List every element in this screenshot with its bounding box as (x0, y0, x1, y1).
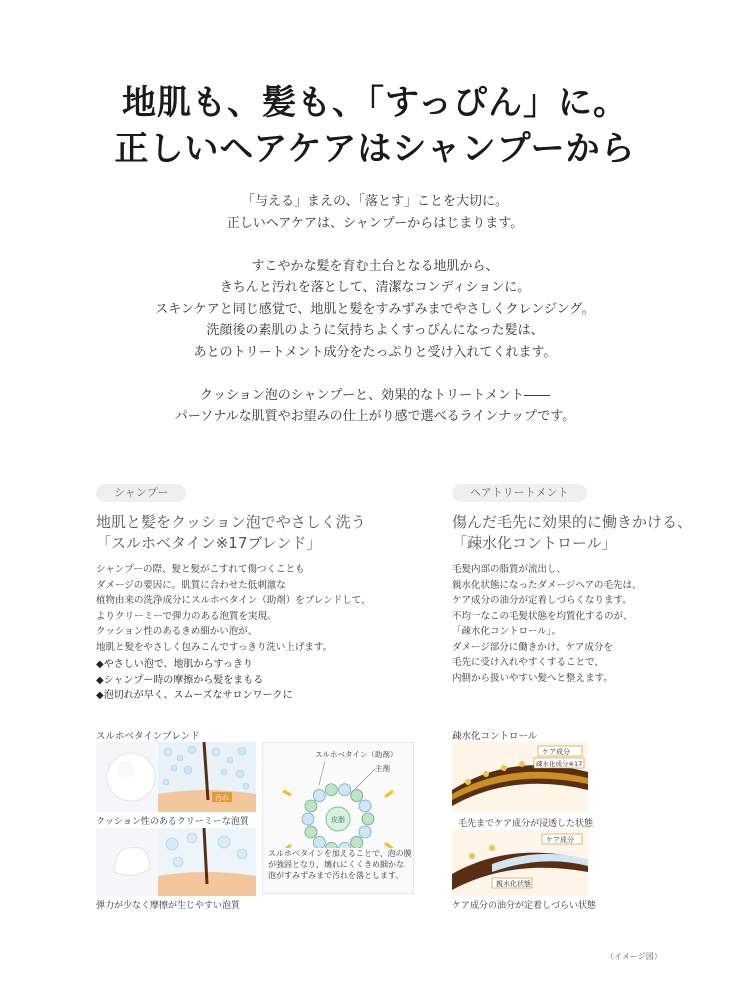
hydrophobic-label: 疎水化成分※17 (536, 760, 583, 768)
molecule-bubble (359, 826, 371, 838)
molecule-bubble (305, 800, 317, 812)
creamy-foam-illustration (96, 742, 256, 812)
molecule-bubble (362, 813, 374, 825)
treatment-body-line: 毛髪内部の脂質が流出し、 (452, 564, 567, 575)
shampoo-body-line: シャンプーの際、髪と髪がこすれて傷つくことも (96, 564, 305, 575)
weak-foam-illustration (96, 828, 256, 896)
headline (0, 80, 750, 172)
shampoo-body-line: 地肌と髪をやさしく包みこんですっきり洗い上げます。 (96, 641, 333, 653)
intro-text (0, 191, 750, 428)
treatment-body-line: 内側から扱いやすい髪へと整えます。 (452, 672, 613, 684)
treatment-heading-line-2: 「疎水化コントロール」 (452, 534, 617, 552)
shampoo-bullet: ◆シャンプー時の摩擦から髪をまもる (96, 674, 264, 686)
weak-foam-panel (96, 828, 256, 896)
molecule-explain-line: が強固となり、壊れにくくきめ細かな (268, 860, 404, 869)
treatment-heading-line-1: 傷んだ毛先に効果的に働きかける、 (452, 513, 693, 531)
hydrophobic-diagram-title: 疎水化コントロール (452, 731, 538, 742)
shampoo-bullet: ◆やさしい泡で、地肌からすっきり (96, 659, 253, 670)
care-not-fixed-illustration (452, 830, 588, 896)
shampoo-body-line: ダメージの要因に。肌質に合わせた低刺激な (96, 579, 286, 591)
creamy-foam-caption: クッション性のあるクリーミーな泡質 (96, 817, 249, 827)
treatment-heading (452, 512, 692, 554)
intro-line: きちんと汚れを落として、清潔なコンディションに。 (219, 280, 531, 295)
sulfobetaine-label: スルホベタイン（助剤） (315, 750, 398, 759)
shampoo-heading-line-2: 「スルホベタイン※17ブレンド」 (96, 534, 322, 552)
hydrophilic-label: 親水化状態 (496, 880, 531, 888)
intro-line: すこやかな髪を育む土台となる地肌から、 (251, 258, 499, 274)
intro-line: 正しいヘアケアは、シャンプーからはじまります。 (226, 215, 524, 231)
shampoo-body-line: クッション性のあるきめ細かい泡が、 (96, 626, 258, 637)
shampoo-heading (96, 512, 366, 554)
intro-line: あとのトリートメント成分をたっぷりと受け入れてくれます。 (193, 344, 557, 360)
molecule-bubble (351, 790, 363, 802)
molecule-bubble (305, 826, 317, 838)
care-label-bottom: ケア成分 (546, 836, 574, 844)
shampoo-body-line: よりクリーミーで弾力のある泡質を実現。 (96, 610, 277, 622)
shampoo-body-line: 植物由来の洗浄成分にスルホベタイン（助剤）をブレンドして、 (96, 595, 371, 606)
shampoo-heading-line-1: 地肌と髪をクッション泡でやさしく洗う (96, 513, 366, 531)
molecule-bubble (351, 836, 363, 848)
care-label-top: ケア成分 (542, 748, 570, 756)
treatment-body-line: ケア成分の油分が定着しづらくなります。 (452, 595, 632, 606)
molecule-bubble (313, 836, 325, 848)
hair-bottom-caption: ケア成分の油分が定着しづらい状態 (452, 901, 597, 911)
shampoo-bullets (96, 657, 293, 704)
main-agent-label: 主剤 (375, 764, 390, 773)
molecule-explain-line: 泡がすみずみまで汚れを落とします。 (268, 871, 404, 880)
shampoo-label: シャンプー (96, 484, 186, 502)
dirt-label: 汚れ (215, 794, 229, 802)
hair-cross-section-bottom (452, 830, 588, 896)
molecule-explain-line: スルホベタインを加えることで、泡の膜 (268, 849, 412, 858)
shampoo-bullet: ◆泡切れが早く、スムーズなサロンワークに (96, 690, 293, 701)
headline-line-2: 正しいヘアケアはシャンプーから (114, 129, 636, 169)
shampoo-body (96, 562, 371, 655)
molecule-bubble (339, 784, 351, 796)
intro-line: パーソナルな肌質やお望みの仕上がり感で選べるラインナップです。 (174, 409, 576, 424)
headline-line-1: 地肌も、髪も、「すっぴん」に。 (122, 83, 628, 123)
creamy-foam-panel (96, 742, 256, 812)
treatment-label: ヘアトリートメント (452, 484, 587, 502)
hair-top-caption: 毛先までケア成分が浸透した状態 (458, 819, 594, 829)
hair-cross-section-top (452, 742, 588, 812)
molecule-explain (268, 848, 412, 881)
treatment-body-line: 不均一なこの毛髪状態を均質化するのが、 (452, 610, 633, 622)
molecule-bubble (302, 813, 314, 825)
treatment-body-line: 親水化状態になったダメージヘアの毛先は、 (452, 579, 642, 591)
intro-line: 洗顔後の素肌のように気持ちよくすっぴんになった髪は、 (206, 323, 544, 338)
sulfobetaine-diagram-title: スルホベタインブレンド (96, 731, 200, 742)
sebum-label: 皮脂 (331, 816, 345, 824)
molecule-bubble (313, 790, 325, 802)
intro-line: クッション泡のシャンプーと、効果的なトリートメント―― (200, 387, 550, 403)
intro-line: 「与える」まえの、「落とす」ことを大切に。 (242, 194, 508, 209)
molecule-bubble (359, 800, 371, 812)
treatment-body-line: 「疎水化コントロール」。 (452, 626, 562, 637)
treatment-body (452, 562, 642, 686)
intro-spacer (0, 363, 750, 385)
intro-line: スキンケアと同じ感覚で、地肌と髪をすみずみまでやさしくクレンジング。 (155, 301, 595, 317)
molecule-bubble (325, 784, 337, 796)
treatment-body-line: 毛先に受け入れやすくすることで、 (452, 657, 604, 668)
care-penetrated-illustration (452, 742, 588, 812)
intro-spacer (0, 234, 750, 256)
image-note: （イメージ図） (606, 952, 662, 961)
treatment-body-line: ダメージ部分に働きかけ、ケア成分を (452, 641, 613, 653)
weak-foam-caption: 弾力が少なく摩擦が生じやすい泡質 (96, 901, 241, 911)
